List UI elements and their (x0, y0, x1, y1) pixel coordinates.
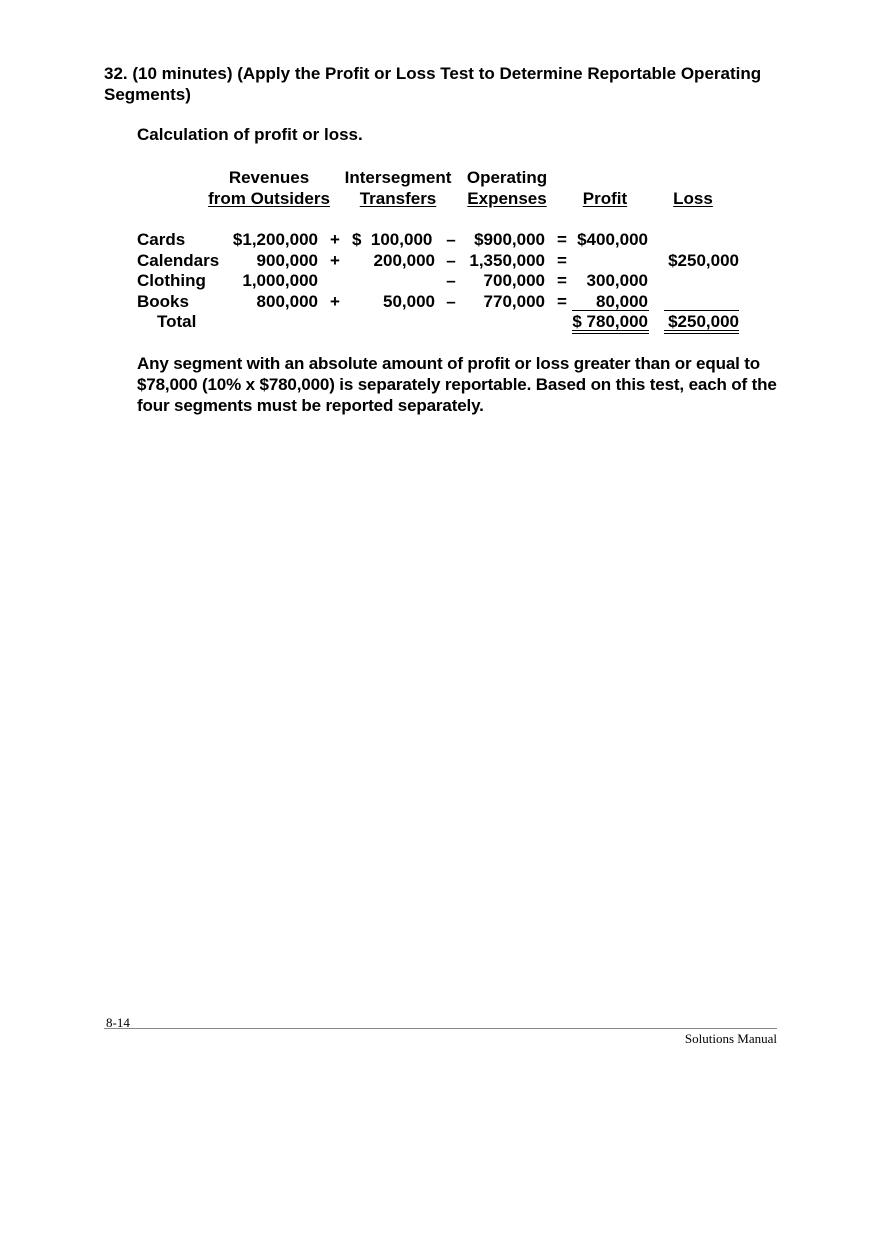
total-profit-double-rule-bottom (572, 333, 649, 334)
plus-sign: + (330, 292, 340, 311)
footer-divider (104, 1028, 777, 1029)
revenues-cell: 800,000 (256, 292, 318, 311)
minus-sign: – (446, 230, 456, 249)
equals-sign: = (557, 292, 567, 311)
total-profit-double-rule-top (572, 330, 649, 331)
equals-sign: = (557, 251, 567, 270)
total-loss: $250,000 (668, 312, 739, 331)
minus-sign: – (446, 271, 456, 290)
revenues-cell: 900,000 (256, 251, 318, 270)
segment-name: Calendars (137, 251, 220, 270)
problem-heading: 32. (10 minutes) (Apply the Profit or Loss Test to Determine Reportable Operating Segments) (104, 64, 762, 104)
profit-cell: 300,000 (586, 271, 648, 290)
plus-sign: + (330, 251, 340, 270)
profit-cell: $400,000 (577, 230, 648, 249)
conclusion-paragraph: Any segment with an absolute amount of profit or loss greater than or equal to $78,000 (10% x $780,000) is separately reportable. Based on this test, each of the four segments must be reported separately. (137, 354, 777, 415)
page-number: 8-14 (106, 1015, 130, 1030)
total-label: Total (157, 312, 197, 331)
footer-book-title: Solutions Manual (684, 1031, 777, 1046)
header-transfers-line1: Intersegment (344, 168, 452, 187)
equals-sign: = (557, 230, 567, 249)
profit-cell: 80,000 (596, 292, 648, 311)
transfers-cell: 50,000 (383, 292, 435, 311)
loss-cell: $250,000 (668, 251, 739, 270)
equals-sign: = (557, 271, 567, 290)
total-loss-double-rule-top (664, 330, 739, 331)
header-profit: Profit (582, 189, 628, 208)
minus-sign: – (446, 292, 456, 311)
header-transfers-line2: Transfers (359, 189, 437, 208)
minus-sign: – (446, 251, 456, 270)
header-expenses-line2: Expenses (467, 189, 547, 208)
segment-name: Cards (137, 230, 186, 249)
header-loss: Loss (673, 189, 713, 208)
revenues-cell: $1,200,000 (232, 230, 318, 249)
header-revenues-line1: Revenues (228, 168, 310, 187)
transfers-cell: $ 100,000 (352, 230, 433, 249)
expenses-cell: $900,000 (474, 230, 545, 249)
intro-text: Calculation of profit or loss. (137, 125, 363, 144)
expenses-cell: 700,000 (483, 271, 545, 290)
revenues-cell: 1,000,000 (242, 271, 318, 290)
expenses-cell: 1,350,000 (469, 251, 545, 270)
total-loss-double-rule-bottom (664, 333, 739, 334)
plus-sign: + (330, 230, 340, 249)
segment-name: Clothing (137, 271, 206, 290)
total-profit: $ 780,000 (572, 312, 648, 331)
header-revenues-line2: from Outsiders (208, 189, 330, 208)
transfers-cell: 200,000 (373, 251, 435, 270)
header-expenses-line1: Operating (466, 168, 548, 187)
expenses-cell: 770,000 (483, 292, 545, 311)
segment-name: Books (137, 292, 189, 311)
